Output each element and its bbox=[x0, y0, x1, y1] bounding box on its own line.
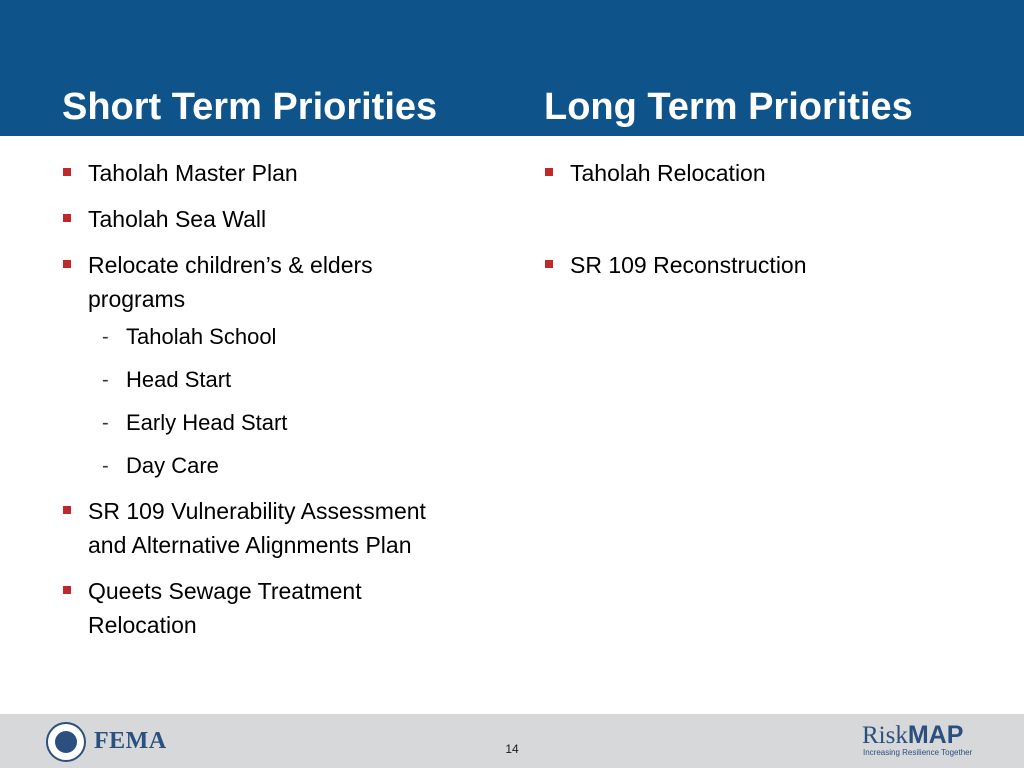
sub-list-item bbox=[88, 451, 462, 481]
item-label: Taholah Master Plan bbox=[88, 160, 298, 186]
footer-bar bbox=[0, 714, 1024, 768]
riskmap-risk: Risk bbox=[862, 722, 908, 749]
list-item bbox=[544, 156, 964, 190]
item-label: SR 109 Reconstruction bbox=[570, 252, 807, 278]
item-label: Queets Sewage Treatment Relocation bbox=[88, 578, 362, 638]
list-item bbox=[544, 248, 964, 282]
sub-list-item bbox=[88, 365, 462, 395]
riskmap-tagline: Increasing Resilience Together bbox=[863, 748, 973, 757]
list-item bbox=[62, 202, 462, 236]
title-bar bbox=[0, 0, 1024, 136]
short-term-list bbox=[62, 156, 462, 642]
dash-icon: - bbox=[102, 326, 109, 348]
item-label: Relocate children’s & elders programs bbox=[88, 252, 373, 312]
square-bullet-icon bbox=[545, 168, 553, 176]
item-label: SR 109 Vulnerability Assessment and Alternative Alignments Plan bbox=[88, 498, 426, 558]
sub-item-label: Early Head Start bbox=[126, 410, 288, 435]
fema-logo bbox=[46, 722, 176, 762]
list-item bbox=[62, 248, 462, 481]
sub-list bbox=[88, 316, 462, 481]
sub-list-item bbox=[88, 322, 462, 352]
item-label: Taholah Relocation bbox=[570, 160, 766, 186]
dash-icon: - bbox=[102, 412, 109, 434]
short-term-column bbox=[62, 156, 462, 654]
sub-item-label: Taholah School bbox=[126, 324, 277, 349]
square-bullet-icon bbox=[63, 214, 71, 222]
square-bullet-icon bbox=[63, 506, 71, 514]
short-term-title: Short Term Priorities bbox=[62, 86, 438, 128]
square-bullet-icon bbox=[63, 586, 71, 594]
square-bullet-icon bbox=[63, 168, 71, 176]
sub-item-label: Head Start bbox=[126, 367, 232, 392]
long-term-column bbox=[544, 156, 964, 340]
fema-wordmark: FEMA bbox=[94, 728, 167, 754]
long-term-title: Long Term Priorities bbox=[544, 86, 913, 128]
item-label: Taholah Sea Wall bbox=[88, 206, 267, 232]
dash-icon: - bbox=[102, 369, 109, 391]
list-item bbox=[62, 574, 462, 642]
riskmap-map: MAP bbox=[907, 721, 964, 749]
list-item bbox=[62, 494, 462, 562]
riskmap-logo bbox=[862, 722, 982, 762]
sub-list-item bbox=[88, 408, 462, 438]
long-term-list bbox=[544, 156, 964, 282]
sub-item-label: Day Care bbox=[126, 453, 219, 478]
square-bullet-icon bbox=[545, 260, 553, 268]
square-bullet-icon bbox=[63, 260, 71, 268]
page-number: 14 bbox=[505, 742, 519, 756]
dash-icon: - bbox=[102, 455, 109, 477]
dhs-seal-icon bbox=[46, 722, 86, 762]
list-item bbox=[62, 156, 462, 190]
